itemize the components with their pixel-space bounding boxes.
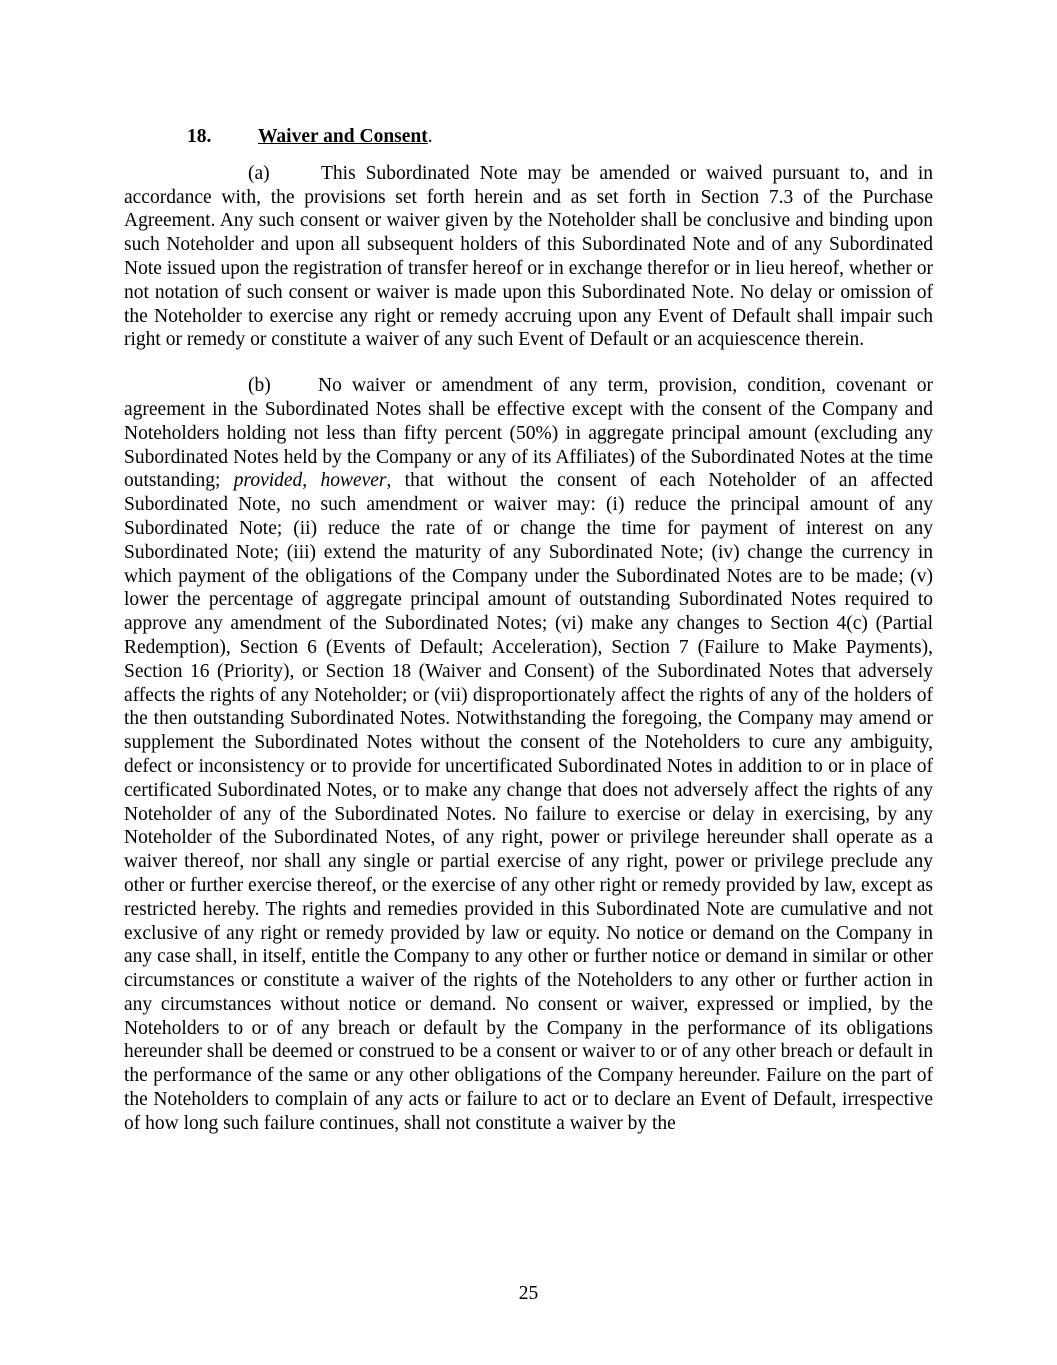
paragraph-b-separator: , bbox=[302, 470, 308, 492]
document-page bbox=[124, 125, 933, 1158]
paragraph-b-text-part-1: No waiver or amendment of any term, provision, condition, covenant or agreement in the Subordinated Notes shall be effective except with the consent of the Company and Noteholders holding not less than fifty percent (50%) in aggregate principal amount (excluding any Subordinated Notes held by the Company or any of its Affiliates) of the Subordinated Notes at the time outstanding; bbox=[124, 375, 933, 492]
paragraph-a bbox=[124, 162, 933, 352]
paragraph-b-label: (b) bbox=[248, 375, 271, 397]
paragraph-a-label: (a) bbox=[248, 162, 270, 184]
section-title-punctuation: . bbox=[427, 126, 433, 147]
section-number: 18. bbox=[187, 126, 212, 147]
paragraph-a-text: This Subordinated Note may be amended or waived pursuant to, and in accordance with, the provisions set forth herein and as set forth in Section 7.3 of the Purchase Agreement. Any such consent or waiver given by the Noteholder shall be conclusive and binding upon such Noteholder and upon all subsequent holders of this Subordinated Note and of any Subordinated Note issued upon the registration of transfer hereof or in exchange therefor or in lieu hereof, whether or not notation of such consent or waiver is made upon this Subordinated Note. No delay or omission of the Noteholder to exercise any right or remedy accruing upon any Event of Default shall impair such right or remedy or constitute a waiver of any such Event of Default or an acquiescence therein. bbox=[124, 162, 933, 351]
page-number: 25 bbox=[518, 1283, 539, 1304]
paragraph-b-text-part-2: , that without the consent of each Noteholder of an affected Subordinated Note, no such amendment or waiver may: (i) reduce the principal amount of any Subordinated Note; (ii) reduce the rate of or change the time for payment of interest on any Subordinated Note; (iii) extend the maturity of any Subordinated Note; (iv) change the currency in which payment of the obligations of the Company under the Subordinated Notes are to be made; (v) lower the percentage of aggregate principal amount of outstanding Subordinated Notes required to approve any amendment of the Subordinated Notes; (vi) make any changes to Section 4(c) (Partial Redemption), Section 6 (Events of Default; Acceleration), Section 7 (Failure to Make Payments), Section 16 (Priority), or Section 18 (Waiver and Consent) of the Subordinated Notes that adversely affects the rights of any Noteholder; or (vii) disproportionately affect the rights of any of the holders of the then outstanding Subordinated Notes. Notwithstanding the foregoing, the Company may amend or supplement the Subordinated Notes without the consent of the Noteholders to cure any ambiguity, defect or inconsistency or to provide for uncertificated Subordinated Notes in addition to or in place of certificated Subordinated Notes, or to make any change that does not adversely affect the rights of any Noteholder of any of the Subordinated Notes. No failure to exercise or delay in exercising, by any Noteholder of the Subordinated Notes, of any right, power or privilege hereunder shall operate as a waiver thereof, nor shall any single or partial exercise of any right, power or privilege preclude any other or further exercise thereof, or the exercise of any other right or remedy provided by law, except as restricted hereby. The rights and remedies provided in this Subordinated Note are cumulative and not exclusive of any right or remedy provided by law or equity. No notice or demand on the Company in any case shall, in itself, entitle the Company to any other or further notice or demand in similar or other circumstances or constitute a waiver of the rights of the Noteholders to any other or further action in any circumstances without notice or demand. No consent or waiver, expressed or implied, by the Noteholders to or of any breach or default by the Company in the performance of its obligations hereunder shall be deemed or construed to be a consent or waiver to or of any other breach or default in the performance of the same or any other obligations of the Company hereunder. Failure on the part of the Noteholders to complain of any acts or failure to act or to declare an Event of Default, irrespective of how long such failure continues, shall not constitute a waiver by the bbox=[124, 470, 934, 1134]
paragraph-b-italic-however: however bbox=[320, 470, 387, 492]
paragraph-b-italic-provided: provided bbox=[233, 470, 303, 492]
section-heading bbox=[187, 125, 933, 149]
paragraph-b bbox=[124, 374, 933, 1136]
section-title: Waiver and Consent bbox=[258, 126, 428, 147]
